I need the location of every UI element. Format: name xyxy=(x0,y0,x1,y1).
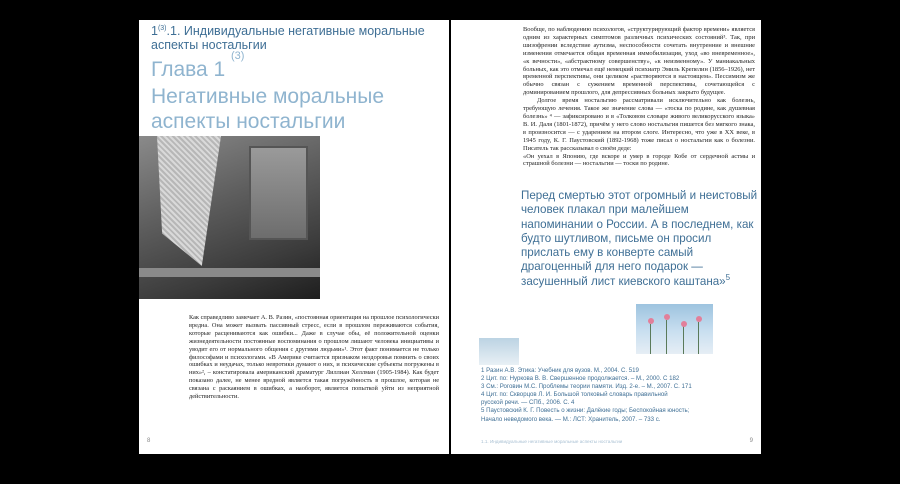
footnote: 5 Паустовский К. Г. Повесть о жизни: Далёкие годы; Беспокойная юность; xyxy=(481,407,690,415)
curtain-photo xyxy=(139,136,320,299)
flowers-photo xyxy=(636,304,713,354)
page-number: 9 xyxy=(749,438,753,444)
chapter-title: Негативные моральные аспекты ностальгии xyxy=(151,85,385,133)
footnote: 1 Разин А.В. Этика: Учебник для вузов. М., 2004. С. 519 xyxy=(481,367,639,374)
left-page xyxy=(139,20,449,454)
thumbnail-image xyxy=(479,338,519,365)
pull-quote: Перед смертью этот огромный и неистовый человек плакал при малейшем напоминании о России. А в последнем, как будто шутливом, письме он просил прислать ему в конверте самый драгоценный для него подарок — засушенный лист киевского каштана»$^5$ xyxy=(521,189,758,288)
paragraph: Долгое время ностальгию рассматривали исключительно как болезнь, требующую лечения. Такое же значение слова — «тоска по родине, как душевная болезнь» ⁴ — зафиксировано и в «Толковом словаре живого великорусского языка» В. И. Даля (1801-1872), причём у него слово ностальгия пишется без мягкого знака, в произносится — с ударением на втором слоге. Интересно, что уже в XX веке, в 1945 году, К. Г. Паустовский (1892-1968) тоже писал о ностальгии как о болезни. Писатель так рассказывал о своём деде: xyxy=(523,97,755,152)
right-page xyxy=(451,20,761,454)
lace-curtain xyxy=(157,136,221,266)
chapter-superscript: (3) xyxy=(231,50,245,62)
footnote: русской речи. — СПб., 2006. С. 4 xyxy=(481,399,575,407)
body-text: Как справедливо замечает А. В. Разин, «постоянная ориентация на прошлое психологически вредна. Она может вызвать пассивный стресс, если в прошлом переживаются события, которые расцениваются как ошибки... Даже в случае обы, её положительной оценки жизнедеятельности постоянные воспоминания о прошлом лишают человека инициативы и уводит его от нормального общения с другими людьми»¹. Этот факт понимается не только философами и психологами. «В Америке считается признаком нездоровья помнить о своих ошибках и неудачах, только невротики думают о них, и психические субъекты погружены в них»², – констатировала американский драматург Лиллиан Хеллман (1905-1984). Как будет показано далее, не менее вредной является такая погружённость в прошлое, которая не связана с раскаянием в ошибках, а наоборот, является попыткой уйти из неприятной действительности. xyxy=(189,314,439,401)
footnote: 3 См.: Роговин М.С. Проблемы теории памяти. Изд. 2-е. – М., 2007. С. 171 xyxy=(481,383,692,391)
section-heading: 1$^{(3)}$.1. Индивидуальные негативные моральные аспекты ностальгии xyxy=(151,24,425,52)
running-head: 1.1. Индивидуальные негативные моральные аспекты ностальгии xyxy=(481,439,623,444)
footnotes xyxy=(481,367,751,424)
footnote: Начало неведомого века. — М.: ЛСТ: Хранитель, 2007. – 733 с. xyxy=(481,415,661,423)
paragraph: «Он уехал в Японию, где вскоре и умер в городе Кобе от сердечной астмы и страшной болезни — ностальгии — тоски по родине. xyxy=(523,152,755,168)
footnote: 4 Цит. по: Скворцов Л. И. Большой толковый словарь правильной xyxy=(481,391,668,399)
footnote: 2 Цит. по: Нуркова В. В. Свершенное продолжается. – М., 2000. С 182 xyxy=(481,375,680,383)
paragraph: Вообще, по наблюдению психологов, «структурирующий фактор времени» является одним из характерных симптомов различных психических состояний³. Так, при шизофрении вследствие аутизма, неспособности сочетать внутренние и внешние изменения отмечается общая временная иммобилизация, уход «во вневременное», «к вечности», «абстрактному совершенству», «к неизменному». У маниакальных больных, как это отмечал ещё немецкий психиатр Эмиль Крепелин (1856–1926), нет временной перспективы, они целиком «растворяются в настоящем». Пессимизм же обычно связан с сужением временной перспективы, сочетающейся с доминированием прошлого, для депрессивных больных закрыто будущее. xyxy=(523,26,755,97)
chapter-label: Глава 1 xyxy=(151,58,226,81)
page-number: 8 xyxy=(147,438,151,444)
window-frame xyxy=(249,146,308,240)
body-text xyxy=(523,26,755,168)
window-sill xyxy=(139,268,320,277)
